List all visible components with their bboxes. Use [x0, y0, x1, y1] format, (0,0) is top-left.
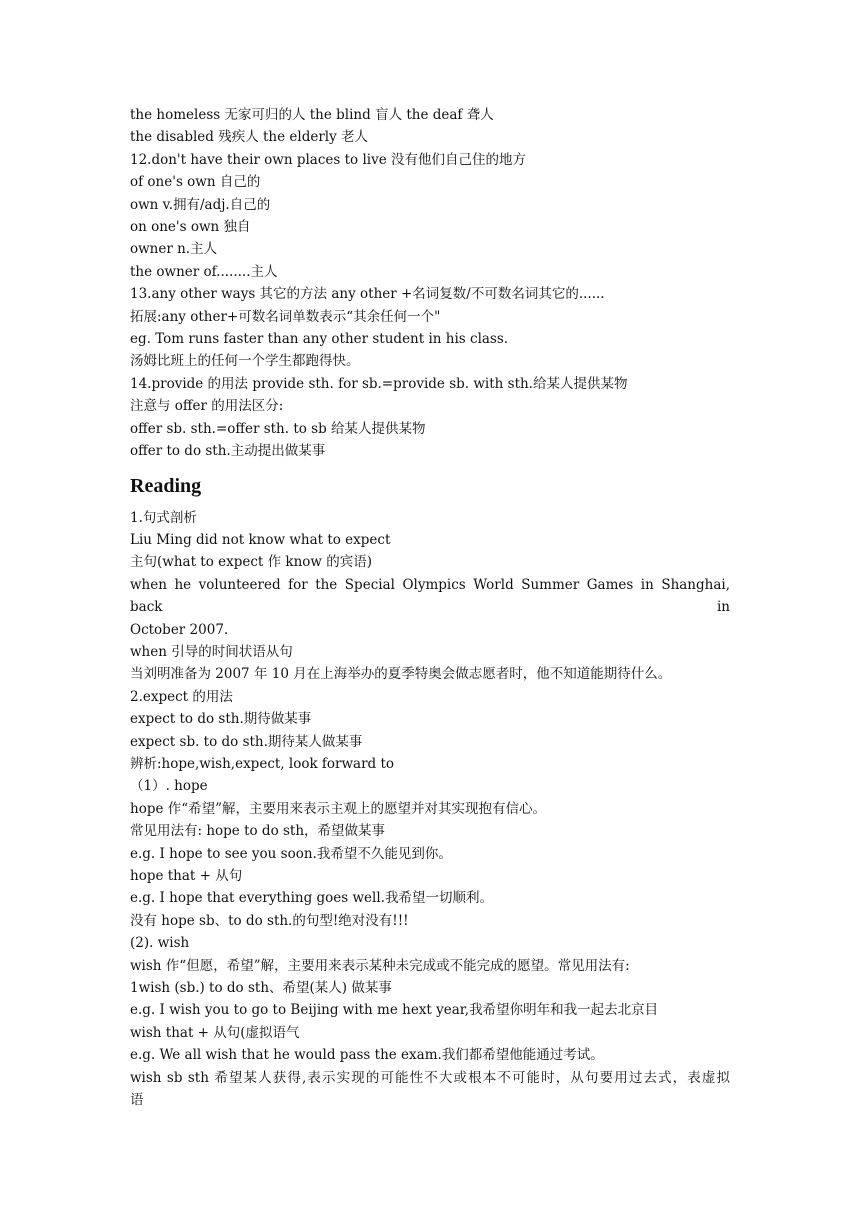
reading-line: Liu Ming did not know what to expect	[130, 531, 391, 548]
vocab-line: offer sb. sth.=offer sth. to sb 给某人提供某物	[130, 420, 426, 437]
vocab-line: owner n.主人	[130, 241, 218, 258]
reading-line: （1）. hope	[130, 778, 208, 795]
vocab-line: 汤姆比班上的任何一个学生都跑得快。	[130, 353, 360, 370]
reading-line: October 2007.	[130, 621, 229, 638]
reading-line: 2.expect 的用法	[130, 688, 233, 705]
reading-line: hope 作“希望”解，主要用来表示主观上的愿望并对其实现抱有信心。	[130, 800, 547, 817]
vocab-line: eg. Tom runs faster than any other student in his class.	[130, 331, 509, 348]
reading-line: 辨析:hope,wish,expect, look forward to	[130, 755, 395, 772]
vocab-line: offer to do sth.主动提出做某事	[130, 443, 326, 460]
reading-line: wish 作“但愿，希望”解，主要用来表示某种未完成或不能完成的愿望。常见用法有:	[130, 957, 630, 974]
reading-line: expect to do sth.期待做某事	[130, 711, 312, 728]
section-heading: Reading	[130, 474, 202, 497]
vocab-line: the disabled 残疾人 the elderly 老人	[130, 129, 369, 146]
reading-line: 当刘明准备为 2007 年 10 月在上海举办的夏季特奥会做志愿者时，他不知道能期待什么。	[130, 666, 672, 683]
reading-line: wish that + 从句(虚拟语气	[130, 1024, 300, 1041]
reading-line: (2). wish	[130, 935, 190, 952]
vocab-line: of one's own 自己的	[130, 174, 261, 191]
reading-line: 1.句式剖析	[130, 509, 197, 526]
vocab-line: 12.don't have their own places to live 没有他们自己住的地方	[130, 151, 527, 168]
vocab-line: 14.provide 的用法 provide sth. for sb.=provide sb. with sth.给某人提供某物	[130, 375, 628, 392]
reading-line: e.g. I wish you to go to Beijing with me hext year,我希望你明年和我一起去北京目	[130, 1002, 659, 1019]
reading-line: e.g. I hope that everything goes well.我希望一切顺利。	[130, 890, 493, 907]
reading-line: when he volunteered for the Special Olympics World Summer Games in Shanghai, back in	[130, 576, 730, 616]
vocab-line: 拓展:any other+可数名词单数表示“其余任何一个"	[130, 308, 441, 325]
reading-line: wish sb sth 希望某人获得,表示实现的可能性不大或根本不可能时，从句要用过去式，表虚拟	[130, 1069, 730, 1086]
reading-line: e.g. I hope to see you soon.我希望不久能见到你。	[130, 845, 452, 862]
vocab-line: 注意与 offer 的用法区分:	[130, 398, 284, 415]
reading-line: 常见用法有: hope to do sth，希望做某事	[130, 823, 386, 840]
vocab-line: own v.拥有/adj.自己的	[130, 196, 271, 213]
reading-line: 主句(what to expect 作 know 的宾语)	[130, 554, 373, 571]
reading-line: when 引导的时间状语从句	[130, 643, 293, 660]
reading-line: 语	[130, 1092, 144, 1109]
reading-line: 没有 hope sb、to do sth.的句型!绝对没有!!!	[130, 912, 409, 929]
vocab-line: on one's own 独自	[130, 219, 251, 236]
reading-line: expect sb. to do sth.期待某人做某事	[130, 733, 363, 750]
vocab-line: the owner of........主人	[130, 263, 278, 280]
vocab-line: the homeless 无家可归的人 the blind 盲人 the deaf 聋人	[130, 107, 494, 123]
document-page	[130, 104, 730, 1111]
reading-line: e.g. We all wish that he would pass the exam.我们都希望他能通过考试。	[130, 1047, 604, 1064]
reading-line: hope that + 从句	[130, 868, 243, 884]
vocab-line: 13.any other ways 其它的方法 any other +名词复数/不可数名词其它的......	[130, 286, 605, 303]
reading-line: 1wish (sb.) to do sth、希望(某人) 做某事	[130, 980, 392, 997]
